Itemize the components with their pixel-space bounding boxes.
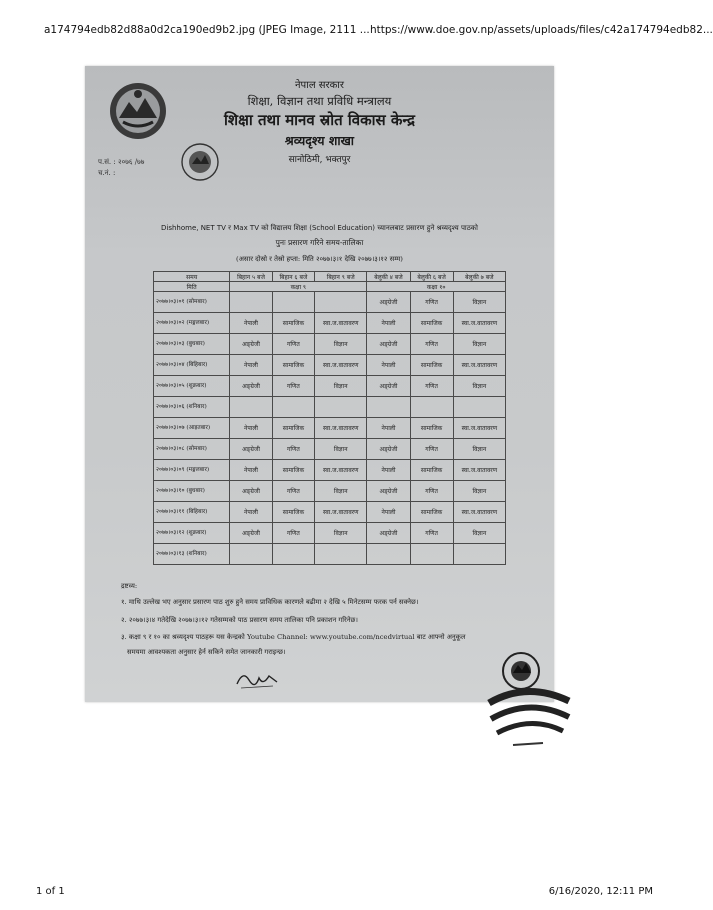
subject-title: पुनः प्रसारण गरिने समय-तालिका	[275, 238, 364, 247]
subject-cell	[230, 397, 272, 418]
subject-cell: स्वा.ज.वातावरण	[453, 313, 505, 334]
subject-cell: स्वा.ज.वातावरण	[315, 460, 367, 481]
reference-number: प.सं. : २०७६ /७७	[98, 158, 145, 166]
subject-cell	[230, 292, 272, 313]
timetable-row	[154, 292, 506, 313]
subject-cell: नेपाली	[230, 313, 272, 334]
subject-cell: स्वा.ज.वातावरण	[315, 355, 367, 376]
timetable-class-row	[154, 282, 506, 292]
timetable-row	[154, 397, 506, 418]
subject-cell: सामाजिक	[272, 355, 314, 376]
scanned-document	[85, 66, 554, 702]
subject-cell: नेपाली	[230, 502, 272, 523]
print-timestamp: 6/16/2020, 12:11 PM	[548, 886, 653, 897]
subject-cell: सामाजिक	[272, 313, 314, 334]
subject-cell	[272, 292, 314, 313]
subject-cell	[410, 397, 453, 418]
subject-cell: गणित	[272, 376, 314, 397]
subject-cell: अङ्ग्रेजी	[367, 439, 410, 460]
timetable-row	[154, 481, 506, 502]
subject-cell: सामाजिक	[410, 502, 453, 523]
subject-cell: नेपाली	[230, 355, 272, 376]
subject-cell: अङ्ग्रेजी	[367, 481, 410, 502]
note-item: २. २०७७।३।४ गतेदेखि २०७७।३।१२ गतेसम्मको पाठ प्रसारण समय तालिका पनि प्रकाशन गरिनेछ।	[121, 616, 358, 624]
timetable-row	[154, 355, 506, 376]
date-cell: २०७७।०३।०६ (शनिबार)	[154, 397, 230, 418]
subject-cell: विज्ञान	[315, 523, 367, 544]
subject-cell: गणित	[272, 523, 314, 544]
subject-cell: विज्ञान	[315, 439, 367, 460]
subject-cell: अङ्ग्रेजी	[230, 334, 272, 355]
timetable	[153, 271, 506, 565]
subject-cell: नेपाली	[367, 418, 410, 439]
subject-cell: सामाजिक	[272, 460, 314, 481]
subject-cell: अङ्ग्रेजी	[230, 481, 272, 502]
subject-cell: सामाजिक	[272, 418, 314, 439]
subject-cell: स्वा.ज.वातावरण	[453, 418, 505, 439]
subject-cell: विज्ञान	[315, 481, 367, 502]
subject-cell: नेपाली	[367, 313, 410, 334]
subject-cell	[453, 544, 505, 565]
subject-cell: अङ्ग्रेजी	[367, 523, 410, 544]
browser-header	[0, 0, 713, 40]
subject-cell: गणित	[410, 334, 453, 355]
subject-cell: स्वा.ज.वातावरण	[315, 502, 367, 523]
subject-cell	[315, 397, 367, 418]
timetable-row	[154, 334, 506, 355]
date-cell: २०७७।०३।०५ (शुक्रबार)	[154, 376, 230, 397]
date-cell: २०७७।०३।११ (बिहिबार)	[154, 502, 230, 523]
subject-cell: सामाजिक	[410, 355, 453, 376]
subject-cell	[410, 544, 453, 565]
timetable-row	[154, 460, 506, 481]
subject-cell	[230, 544, 272, 565]
subject-cell: गणित	[272, 334, 314, 355]
subject-cell: सामाजिक	[410, 418, 453, 439]
note-item: १. माथि उल्लेख भए अनुसार प्रसारण पाठ शुरु हुने समय प्राविधिक कारणले बढीमा २ देखि ५ मिनेटसम्म फरक पर्न सक्नेछ।	[121, 598, 419, 606]
date-cell: २०७७।०३।०८ (सोमबार)	[154, 439, 230, 460]
date-cell: २०७७।०३।१३ (शनिबार)	[154, 544, 230, 565]
tab-title: a174794edb82d88a0d2ca190ed9b2.jpg (JPEG Image, 2111 ...	[44, 24, 370, 36]
date-cell: २०७७।०३।०९ (मङ्गलबार)	[154, 460, 230, 481]
timetable-row	[154, 376, 506, 397]
subject-cell: गणित	[272, 481, 314, 502]
date-cell: २०७७।०३।०२ (मङ्गलबार)	[154, 313, 230, 334]
signature-icon	[233, 666, 281, 692]
subject-cell: नेपाली	[230, 460, 272, 481]
subject-cell: गणित	[410, 292, 453, 313]
office-seal-stamp-icon	[483, 645, 573, 755]
subject-cell: नेपाली	[367, 355, 410, 376]
subject-cell: गणित	[410, 523, 453, 544]
class9-label: कक्षा ९	[230, 282, 367, 292]
page-url[interactable]: https://www.doe.gov.np/assets/uploads/files/c42a174794edb82...	[370, 24, 713, 36]
subject-cell: सामाजिक	[410, 313, 453, 334]
subject-cell: विज्ञान	[453, 481, 505, 502]
subject-line: Dishhome, NET TV र Max TV को विद्यालय शिक्षा (School Education) च्यानलबाट प्रसारण हुने श्रव्यदृश्य पाठको	[160, 224, 479, 232]
subject-cell	[367, 544, 410, 565]
subject-cell	[315, 292, 367, 313]
date-cell: २०७७।०३।०७ (आइतबार)	[154, 418, 230, 439]
subject-cell: सामाजिक	[272, 502, 314, 523]
subject-cell	[315, 544, 367, 565]
subject-cell: विज्ञान	[315, 334, 367, 355]
subject-cell: विज्ञान	[453, 439, 505, 460]
subject-cell: अङ्ग्रेजी	[367, 292, 410, 313]
note-item-continued: समयमा आवश्यकता अनुसार हेर्न सकिने समेत जानकारी गराइन्छ।	[127, 648, 286, 656]
subject-cell: अङ्ग्रेजी	[230, 523, 272, 544]
timetable-row	[154, 523, 506, 544]
date-cell: २०७७।०३।१० (बुधबार)	[154, 481, 230, 502]
header-cell: बेलुकी ६ बजे	[410, 272, 453, 282]
timetable-header-row	[154, 272, 506, 282]
header-cell: बिहान ६ बजे	[272, 272, 314, 282]
header-cell: समय	[154, 272, 230, 282]
subject-cell: नेपाली	[230, 418, 272, 439]
subject-cell: विज्ञान	[453, 292, 505, 313]
header-cell: बेलुकी ७ बजे	[453, 272, 505, 282]
timetable-row	[154, 418, 506, 439]
header-cell: बिहान ५ बजे	[230, 272, 272, 282]
header-cell: बिहान ९ बजे	[315, 272, 367, 282]
timetable-row	[154, 502, 506, 523]
subject-cell	[272, 544, 314, 565]
subject-cell: नेपाली	[367, 502, 410, 523]
subject-cell: विज्ञान	[453, 334, 505, 355]
subject-cell	[272, 397, 314, 418]
timetable-row	[154, 313, 506, 334]
subject-dates: (असार दोस्रो र तेस्रो हप्ता: मिति २०७७।३।१ देखि २०७७।३।१२ सम्म)	[236, 255, 403, 263]
date-label: मिति	[154, 282, 230, 292]
subject-cell: अङ्ग्रेजी	[230, 439, 272, 460]
gov-name: नेपाल सरकार	[295, 80, 344, 91]
place-name: सानोठिमी, भक्तपुर	[288, 155, 351, 165]
subject-cell: गणित	[410, 376, 453, 397]
subject-cell: अङ्ग्रेजी	[367, 334, 410, 355]
date-cell: २०७७।०३।०३ (बुधबार)	[154, 334, 230, 355]
subject-cell: स्वा.ज.वातावरण	[453, 502, 505, 523]
header-cell: बेलुकी ४ बजे	[367, 272, 410, 282]
subject-cell: अङ्ग्रेजी	[230, 376, 272, 397]
timetable-row	[154, 439, 506, 460]
dispatch-number: च.नं. :	[98, 169, 116, 177]
subject-cell: अङ्ग्रेजी	[367, 376, 410, 397]
subject-cell: गणित	[410, 439, 453, 460]
section-name: श्रव्यदृश्य शाखा	[284, 133, 355, 148]
subject-cell: विज्ञान	[453, 523, 505, 544]
subject-cell: स्वा.ज.वातावरण	[453, 460, 505, 481]
subject-cell	[367, 397, 410, 418]
subject-cell: स्वा.ज.वातावरण	[315, 418, 367, 439]
page-number: 1 of 1	[36, 886, 65, 897]
timetable-row	[154, 544, 506, 565]
subject-cell: विज्ञान	[453, 376, 505, 397]
center-name: शिक्षा तथा मानव स्रोत विकास केन्द्र	[224, 111, 415, 129]
subject-cell: विज्ञान	[315, 376, 367, 397]
class10-label: कक्षा १०	[367, 282, 506, 292]
subject-cell: सामाजिक	[410, 460, 453, 481]
notes-heading: द्रष्टव्य:	[121, 582, 138, 590]
date-cell: २०७७।०३।०४ (बिहिबार)	[154, 355, 230, 376]
note-item: ३. कक्षा ९ र १० का श्रव्यदृश्य पाठहरू यस केन्द्रको Youtube Channel: www.youtube.com/ncedvirtual बाट आफ्नो अनुकूल	[121, 633, 466, 641]
subject-cell: गणित	[410, 481, 453, 502]
date-cell: २०७७।०३।०१ (सोमबार)	[154, 292, 230, 313]
subject-cell: स्वा.ज.वातावरण	[453, 355, 505, 376]
ministry-name: शिक्षा, विज्ञान तथा प्रविधि मन्त्रालय	[247, 94, 392, 108]
date-cell: २०७७।०३।१२ (शुक्रबार)	[154, 523, 230, 544]
subject-cell: स्वा.ज.वातावरण	[315, 313, 367, 334]
subject-cell: गणित	[272, 439, 314, 460]
subject-cell	[453, 397, 505, 418]
subject-cell: नेपाली	[367, 460, 410, 481]
